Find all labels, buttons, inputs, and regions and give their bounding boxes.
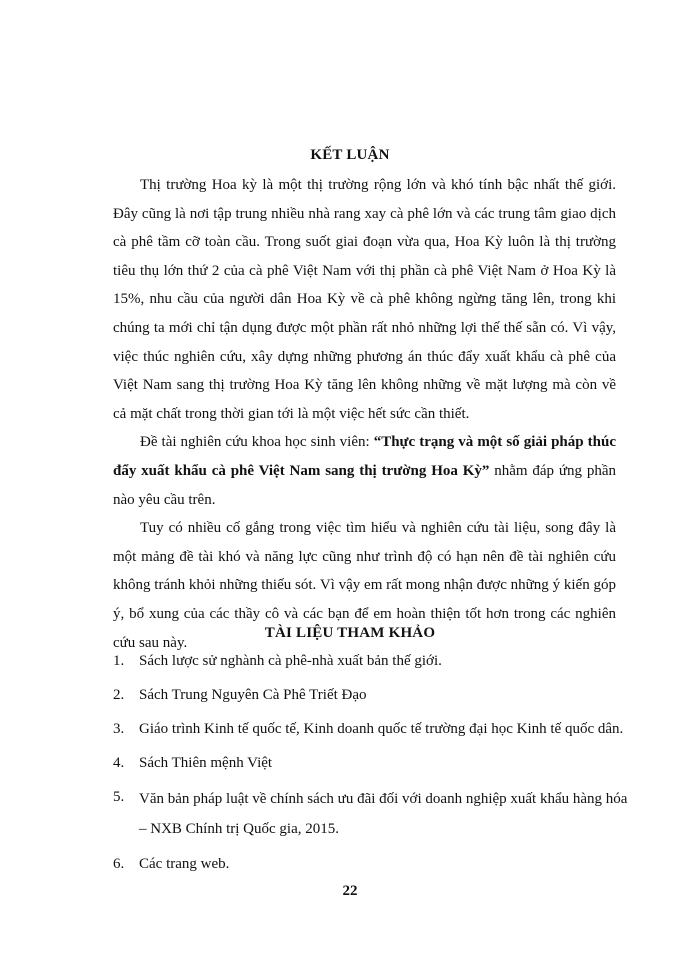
reference-number: 2.: [113, 687, 125, 703]
reference-number: 6.: [113, 856, 125, 872]
reference-item: [113, 716, 633, 743]
reference-item: [113, 648, 633, 675]
research-topic-title: “Thực trạng và một số giải pháp thúc đẩy xuất khẩu cà phê Việt Nam sang thị trường Hoa Kỳ”: [113, 434, 616, 479]
reference-number: 1.: [113, 653, 125, 669]
reference-item: [113, 851, 633, 878]
reference-item: [113, 750, 633, 777]
conclusion-paragraph-3: Tuy có nhiều cố gắng trong việc tìm hiểu và nghiên cứu tài liệu, song đây là một mảng đề tài khó và năng lực cũng như trình độ có hạn nên đề tài nghiên cứu không tránh khỏi những thiếu sót. Vì vậy em rất mong nhận được những ý kiến góp ý, bổ xung của các thầy cô và các bạn để em hoàn thiện tốt hơn trong các nghiên cứu sau này.: [113, 520, 616, 651]
conclusion-paragraph-2: [113, 428, 616, 514]
references-list: [113, 648, 633, 885]
reference-text: Văn bản pháp luật về chính sách ưu đãi đối với doanh nghiệp xuất khẩu hàng hóa – NXB Chính trị Quốc gia, 2015.: [139, 791, 628, 837]
conclusion-body: [113, 171, 616, 657]
paragraph-2-lead-text: Đề tài nghiên cứu khoa học sinh viên:: [140, 434, 374, 451]
conclusion-title: KẾT LUẬN: [310, 147, 390, 163]
references-title: TÀI LIỆU THAM KHẢO: [264, 625, 436, 641]
conclusion-paragraph-1: Thị trường Hoa kỳ là một thị trường rộng lớn và khó tính bậc nhất thế giới. Đây cũng là nơi tập trung nhiều nhà rang xay cà phê lớn và các trung tâm giao dịch cà phê tầm cỡ toàn cầu. Trong suốt giai đoạn vừa qua, Hoa Kỳ luôn là thị trường tiêu thụ lớn thứ 2 của cà phê Việt Nam với thị phần cà phê Việt Nam ở Hoa Kỳ là 15%, nhu cầu của người dân Hoa Kỳ về cà phê không ngừng tăng lên, trong khi chúng ta mới chỉ tận dụng được một phần rất nhỏ những lợi thế thế sẵn có. Vì vậy, việc thúc nghiên cứu, xây dựng những phương án thúc đẩy xuất khẩu cà phê của Việt Nam sang thị trường Hoa Kỳ tăng lên không những về mặt lượng mà còn về cả mặt chất trong thời gian tới là một việc hết sức cần thiết.: [113, 177, 616, 422]
reference-number: 3.: [113, 721, 125, 737]
reference-text: Sách lược sử nghành cà phê-nhà xuất bản thế giới.: [139, 653, 442, 669]
reference-number: 4.: [113, 755, 125, 771]
paragraph-2-tail-text: nhằm đáp ứng phần nào yêu cầu trên.: [113, 462, 616, 508]
reference-text: Sách Trung Nguyên Cà Phê Triết Đạo: [139, 687, 367, 703]
reference-number: 5.: [113, 789, 125, 805]
reference-text: Các trang web.: [139, 856, 230, 872]
reference-item: [113, 682, 633, 709]
page-number: 22: [342, 883, 358, 899]
reference-item: [113, 784, 633, 844]
reference-text: Sách Thiên mệnh Việt: [139, 755, 273, 771]
reference-text: Giáo trình Kinh tế quốc tế, Kinh doanh quốc tế trường đại học Kinh tế quốc dân.: [139, 721, 624, 737]
